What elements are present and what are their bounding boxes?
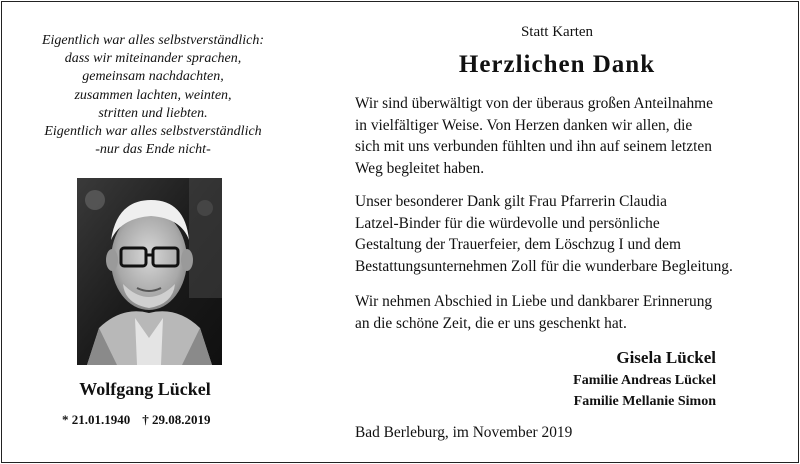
poem-line: -nur das Ende nicht-: [95, 142, 211, 158]
poem: [20, 32, 286, 159]
signature-family-2: Familie Mellanie Simon: [573, 394, 716, 409]
text-line: sich mit uns verbunden fühlten und ihn auf seinem letzten: [355, 138, 712, 155]
poem-line: stritten und liebten.: [98, 105, 208, 121]
obituary-card: [1, 1, 799, 463]
life-dates: [62, 412, 211, 428]
death-date: † 29.08.2019: [142, 412, 211, 427]
text-line: in vielfältiger Weise. Von Herzen danken wir allen, die: [355, 116, 693, 134]
poem-line: dass wir miteinander sprachen,: [64, 51, 242, 67]
text-line: Bestattungsunternehmen Zoll für die wunderbare Begleitung.: [355, 257, 733, 275]
signature-family-1: Familie Andreas Lückel: [573, 373, 716, 388]
text-line: Gestaltung der Trauerfeier, dem Löschzug I und dem: [355, 236, 681, 253]
text-line: Wir nehmen Abschied in Liebe und dankbarer Erinnerung: [355, 293, 713, 310]
text-line: Unser besonderer Dank gilt Frau Pfarrerin Claudia: [355, 193, 667, 210]
birth-date: * 21.01.1940: [62, 412, 131, 427]
statt-karten-label: Statt Karten: [520, 24, 594, 40]
place-date: Bad Berleburg, im November 2019: [355, 424, 573, 441]
thanks-paragraph-2: [355, 191, 785, 277]
thanks-paragraph-1: [355, 93, 785, 179]
text-line: Wir sind überwältigt von der überaus großen Anteilnahme: [355, 95, 713, 112]
text-line: an die schöne Zeit, die er uns geschenkt hat.: [355, 314, 627, 332]
poem-line: gemeinsam nachdachten,: [82, 69, 224, 85]
poem-line: Eigentlich war alles selbstverständlich:: [41, 33, 265, 48]
farewell-paragraph: [355, 291, 785, 334]
deceased-name: Wolfgang Lückel: [79, 379, 211, 399]
signature-primary: Gisela Lückel: [616, 348, 716, 367]
portrait-photo: [77, 178, 222, 365]
poem-line: Eigentlich war alles selbstverständlich: [44, 124, 262, 140]
text-line: Weg begleitet haben.: [355, 159, 485, 177]
poem-line: zusammen lachten, weinten,: [74, 87, 232, 103]
text-line: Latzel-Binder für die würdevolle und persönliche: [355, 214, 660, 232]
page-title: Herzlichen Dank: [458, 51, 656, 78]
